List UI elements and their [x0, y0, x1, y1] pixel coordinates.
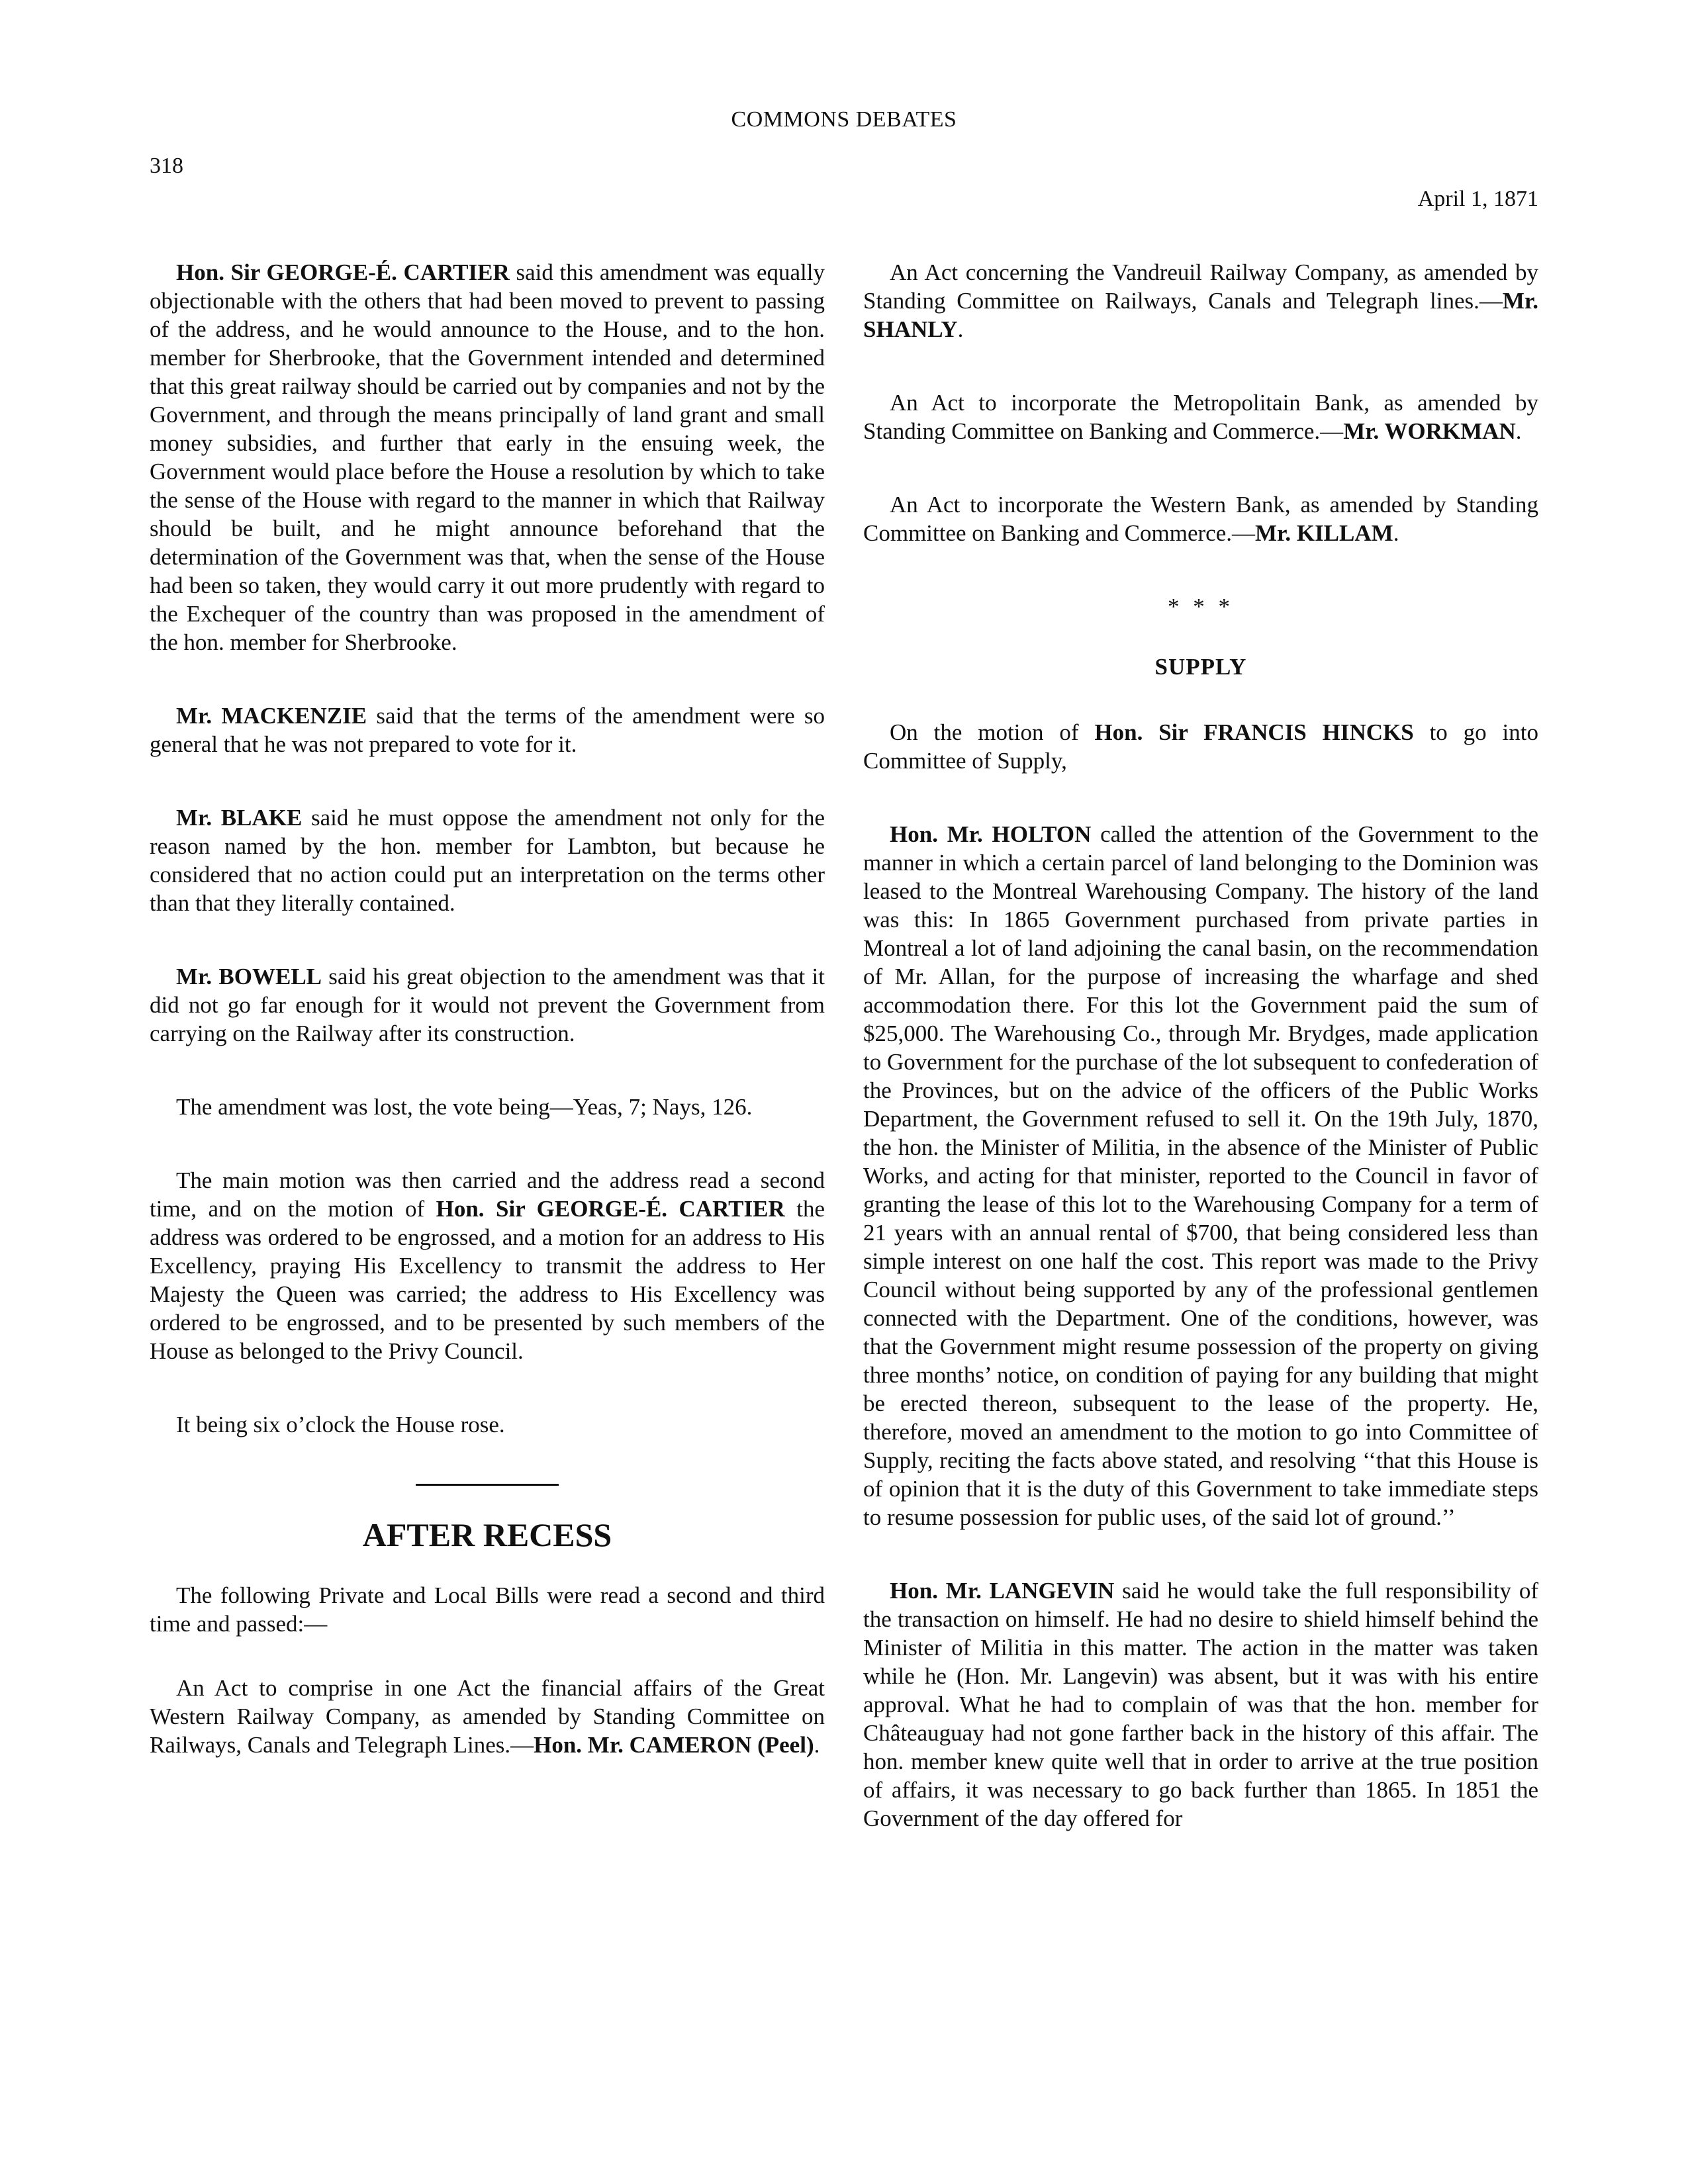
paragraph-end: . — [814, 1732, 820, 1758]
paragraph-text: The amendment was lost, the vote being—Yeas, 7; Nays, 126. — [176, 1094, 753, 1120]
paragraph-end: . — [1393, 520, 1399, 546]
section-divider — [416, 1484, 559, 1486]
after-recess-heading: AFTER RECESS — [362, 1516, 612, 1553]
paragraph-text: said that the terms of the amendment were so general that he was not prepared to vote for it. — [150, 703, 825, 757]
page-number: 318 — [150, 154, 183, 178]
speaker-name: Mr. BLAKE — [176, 805, 303, 831]
paragraph-text: An Act to incorporate the Metropolitain Bank, as amended by Standing Committee on Banking and Commerce.— — [863, 390, 1538, 444]
paragraph-text: An Act concerning the Vandreuil Railway Company, as amended by Standing Committee on Railways, Canals and Telegraph lines.— — [863, 259, 1538, 314]
paragraph-bills-intro — [150, 1581, 825, 1638]
left-column — [150, 258, 825, 1804]
paragraph-vote-result — [150, 1093, 825, 1121]
paragraph-text: An Act to comprise in one Act the financial affairs of the Great Western Railway Company, as amended by Standing Committee on Railways, Canals and Telegraph Lines.— — [150, 1675, 825, 1758]
paragraph-bill-great-western — [150, 1674, 825, 1759]
paragraph-bill-metropolitain — [863, 388, 1538, 445]
speaker-name: Hon. Mr. LANGEVIN — [890, 1578, 1115, 1604]
speaker-name: Hon. Mr. HOLTON — [890, 821, 1092, 847]
speaker-name: Hon. Sir GEORGE-É. CARTIER — [176, 259, 510, 285]
speaker-name: Hon. Sir FRANCIS HINCKS — [1094, 719, 1414, 745]
paragraph-cartier — [150, 258, 825, 657]
speaker-name: Hon. Sir GEORGE-É. CARTIER — [436, 1196, 785, 1222]
speaker-name: Mr. MACKENZIE — [176, 703, 367, 729]
paragraph-text: The main motion was then carried and the address read a second time, and on the motion of — [150, 1167, 825, 1222]
section-separator: * * * — [1168, 594, 1234, 619]
paragraph-end: . — [957, 316, 964, 342]
paragraph-house-rose — [150, 1410, 825, 1439]
speaker-name: Mr. BOWELL — [176, 964, 322, 989]
paragraph-text: said this amendment was equally objectionable with the others that had been moved to prevent to passing of the address, and he would announce to the House, and to the hon. member for Sherbrooke, that the Government intended and determined that this great railway should be carried out by companies and not by the Government, and through the means principally of land grant and small money subsidies, and further that early in the ensuing week, the Government would place before the House a resolution by which to take the sense of the House with regard to the manner in which that Railway should be built, and he might announce beforehand that the determination of the Government was that, when the sense of the House had been so taken, they would carry it out more prudently with regard to the Exchequer of the country than was proposed in the amendment of the hon. member for Sherbrooke. — [150, 259, 825, 655]
paragraph-mackenzie — [150, 702, 825, 758]
paragraph-bill-vandreuil — [863, 258, 1538, 343]
page-date: April 1, 1871 — [1417, 187, 1538, 211]
paragraph-bowell — [150, 962, 825, 1048]
paragraph-text: An Act to incorporate the Western Bank, as amended by Standing Committee on Banking and Commerce.— — [863, 492, 1538, 546]
member-name: Mr. KILLAM — [1254, 520, 1393, 546]
paragraph-main-motion — [150, 1166, 825, 1365]
paragraph-end: . — [1515, 418, 1522, 444]
paragraph-text: the address was ordered to be engrossed, and a motion for an address to His Excellency, praying His Excellency to transmit the address to Her Majesty the Queen was carried; the address to His Excellency was ordered to be engrossed, and to be presented by such members of the House as belonged to the Privy Council. — [150, 1196, 825, 1364]
paragraph-blake — [150, 803, 825, 917]
paragraph-text: to go into Committee of Supply, — [863, 719, 1538, 774]
member-name: Mr. WORKMAN — [1343, 418, 1516, 444]
paragraph-text: The following Private and Local Bills were read a second and third time and passed:— — [150, 1582, 825, 1637]
paragraph-text: said he must oppose the amendment not only for the reason named by the hon. member for Lambton, but because he considered that no action could put an interpretation on the terms other than that they literally contained. — [150, 805, 825, 916]
paragraph-text: said his great objection to the amendment was that it did not go far enough for it would not prevent the Government from carrying on the Railway after its construction. — [150, 964, 825, 1046]
paragraph-bill-western-bank — [863, 490, 1538, 547]
paragraph-text: said he would take the full responsibility of the transaction on himself. He had no desire to shield himself behind the Minister of Militia in this matter. The action in the matter was taken while he (Hon. Mr. Langevin) was absent, but it was with his entire approval. What he had to complain of was that the hon. member for Châteauguay had not gone farther back in the history of this affair. The hon. member knew quite well that in order to arrive at the true position of affairs, it was necessary to go back further than 1865. In 1851 the Government of the day offered for — [863, 1578, 1538, 1831]
running-title: COMMONS DEBATES — [731, 107, 957, 132]
supply-heading: SUPPLY — [1154, 654, 1247, 680]
paragraph-holton — [863, 820, 1538, 1531]
paragraph-text: On the motion of — [890, 719, 1095, 745]
paragraph-supply-motion — [863, 718, 1538, 775]
paragraph-text: It being six o’clock the House rose. — [176, 1412, 505, 1437]
paragraph-langevin — [863, 1576, 1538, 1833]
paragraph-text: called the attention of the Government to the manner in which a certain parcel of land belonging to the Dominion was leased to the Montreal Warehousing Company. The history of the land was this: In 1865 Government purchased from private parties in Montreal a lot of land adjoining the canal basin, on the recommendation of Mr. Allan, for the purpose of increasing the wharfage and shed accommodation there. For this lot the Government paid the sum of $25,000. The Warehousing Co., through Mr. Brydges, made application to Government for the purchase of the lot subsequent to confederation of the Provinces, but on the advice of the officers of the Public Works Department, the Government refused to sell it. On the 19th July, 1870, the hon. the Minister of Militia, in the absence of the Minister of Public Works, and acting for that minister, reported to the Council in favor of granting the lease of this lot to the Warehousing Company for a term of 21 years with an annual rental of $700, that being considered less than simple interest on one half the cost. This report was made to the Privy Council without being supported by any of the professional gentlemen connected with the Department. One of the conditions, however, was that the Government might resume possession of the property on giving three months’ notice, on condition of paying for any building that might be erected thereon, subsequent to the lease of the property. He, therefore, moved an amendment to the motion to go into Committee of Supply, reciting the facts above stated, and resolving ‘‘that this House is of opinion that it is the duty of this Government to take immediate steps to resume possession for public uses, of the said lot of ground.’’ — [863, 821, 1539, 1530]
right-column — [863, 258, 1538, 1878]
member-name: Hon. Mr. CAMERON (Peel) — [534, 1732, 814, 1758]
member-name: Mr. SHANLY — [863, 288, 1538, 342]
